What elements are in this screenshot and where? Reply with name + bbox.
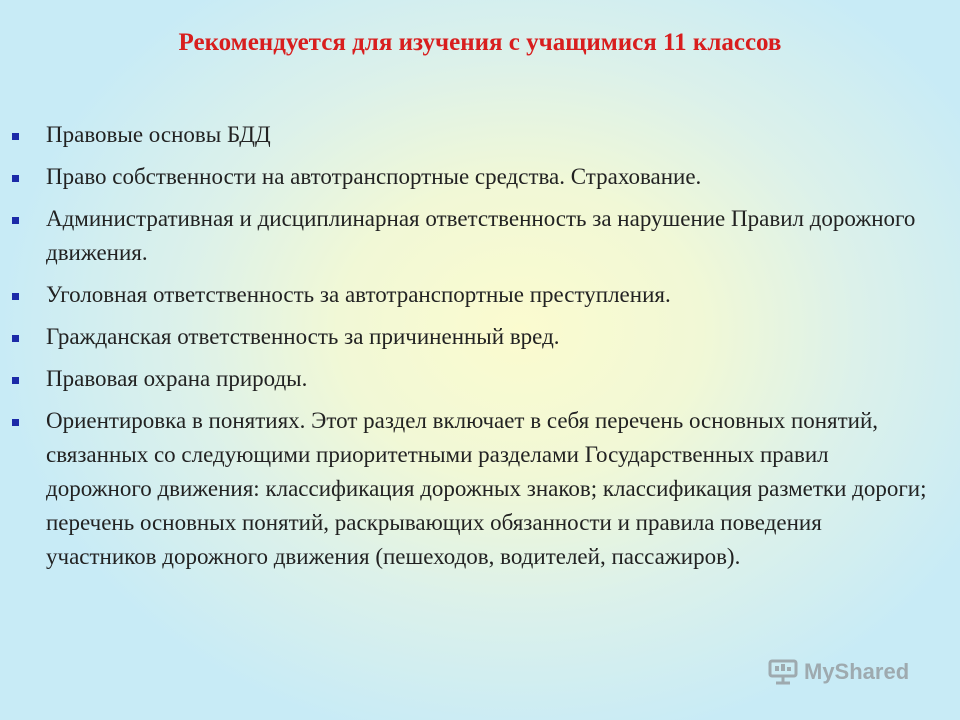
bullet-text: Ориентировка в понятиях. Этот раздел включает в себя перечень основных понятий, связанных со следующими приоритетными разделами Государственных правил дорожного движения: классификация дорожных знаков; классификация разметки дороги; перечень основных понятий, раскрывающих обязанности и правила поведения участников дорожного движения (пешеходов, водителей, пассажиров).	[46, 408, 927, 569]
watermark	[768, 659, 909, 685]
bullet-text: Право собственности на автотранспортные средства. Страхование.	[46, 164, 702, 189]
slide-title: Рекомендуется для изучения с учащимися 11 классов	[178, 29, 782, 56]
bullet-item	[46, 160, 936, 194]
bullet-item	[46, 118, 936, 152]
square-bullet-icon	[12, 133, 19, 140]
bullet-item	[46, 320, 936, 354]
square-bullet-icon	[12, 175, 19, 182]
bullet-text: Административная и дисциплинарная ответственность за нарушение Правил дорожного движения.	[46, 206, 916, 265]
bullet-list	[46, 118, 936, 582]
watermark-text: MyShared	[804, 659, 910, 684]
bullet-item	[46, 362, 936, 396]
square-bullet-icon	[12, 419, 19, 426]
square-bullet-icon	[12, 335, 19, 342]
bullet-text: Правовые основы БДД	[46, 122, 271, 147]
square-bullet-icon	[12, 293, 19, 300]
presentation-board-icon	[768, 659, 798, 685]
bullet-text: Гражданская ответственность за причиненный вред.	[46, 324, 560, 349]
bullet-item	[46, 278, 936, 312]
square-bullet-icon	[12, 377, 19, 384]
bullet-item	[46, 202, 936, 270]
bullet-text: Уголовная ответственность за автотранспортные преступления.	[46, 282, 671, 307]
bullet-item	[46, 404, 936, 574]
bullet-text: Правовая охрана природы.	[46, 366, 308, 391]
square-bullet-icon	[12, 217, 19, 224]
